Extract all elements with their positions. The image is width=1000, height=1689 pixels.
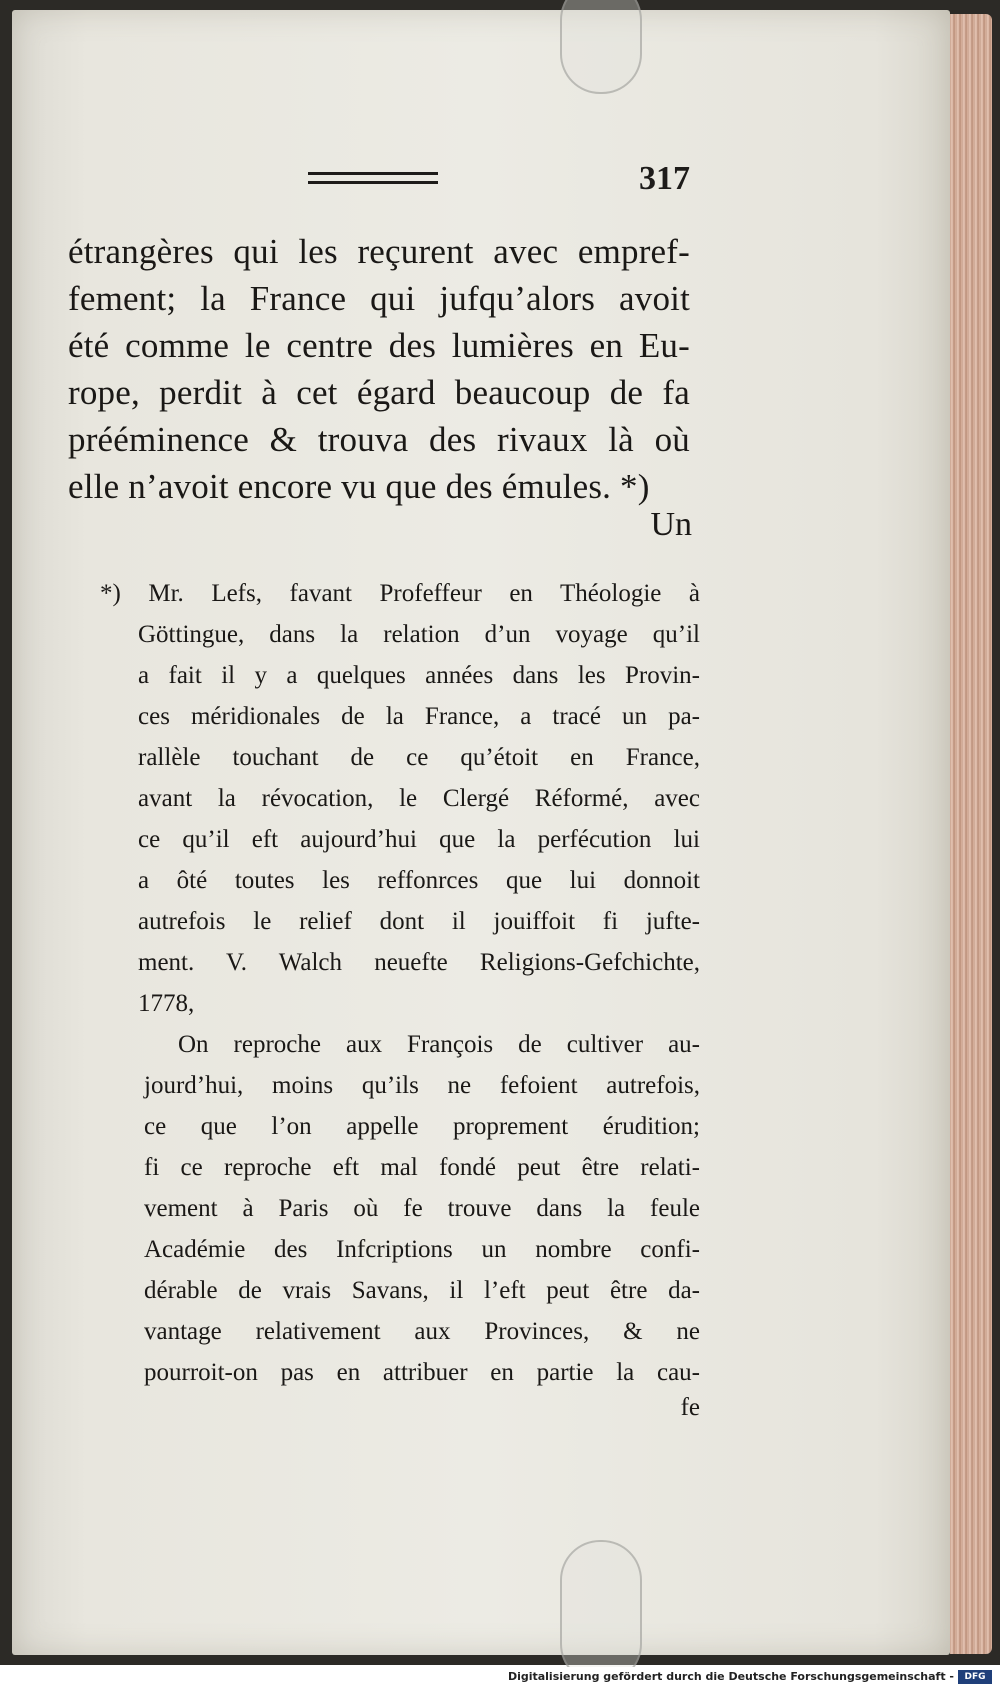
main-line: elle n’avoit encore vu que des émules. *)	[68, 467, 650, 506]
dfg-logo: DFG	[958, 1670, 992, 1684]
footnote-line: jourd’hui, moins qu’ils ne fefoient autrefois,	[144, 1072, 700, 1099]
header-rule	[308, 172, 438, 184]
main-line: fement; la France qui jufqu’alors avoit	[68, 279, 690, 318]
footnote-line: dérable de vrais Savans, il l’eft peut être da-	[144, 1277, 700, 1304]
footnote-line: 1778,	[138, 990, 195, 1017]
footnote-line: ment. V. Walch neuefte Religions-Gefchichte,	[138, 949, 700, 976]
footnote-line: a fait il y a quelques années dans les Provin-	[138, 662, 700, 689]
footnote-line: Göttingue, dans la relation d’un voyage qu’il	[138, 621, 700, 648]
footnote-line: vantage relativement aux Provinces, & ne	[144, 1318, 700, 1345]
page-catchword: Un	[650, 506, 692, 543]
footer-bar	[0, 1667, 1000, 1689]
footnote-line: vement à Paris où fe trouve dans la feule	[144, 1195, 700, 1222]
main-line: étrangères qui les reçurent avec empref-	[68, 232, 690, 271]
main-text	[68, 228, 690, 510]
main-line: rope, perdit à cet égard beaucoup de fa	[68, 373, 690, 412]
footnote-line: ce qu’il eft aujourd’hui que la perfécution lui	[138, 826, 700, 853]
page-number: 317	[639, 160, 690, 197]
footnote-line: rallèle touchant de ce qu’étoit en France,	[138, 744, 700, 771]
page-edges	[950, 14, 992, 1654]
main-line: été comme le centre des lumières en Eu-	[68, 326, 690, 365]
footnote	[100, 573, 700, 1393]
footer-credit: Digitalisierung gefördert durch die Deutsche Forschungsgemeinschaft -	[507, 1670, 954, 1683]
footnote-line: Académie des Infcriptions un nombre confi-	[144, 1236, 700, 1263]
footnote-catchword: fe	[680, 1394, 700, 1421]
footnote-line: autrefois le relief dont il jouiffoit fi jufte-	[138, 908, 700, 935]
book-clip-bottom	[560, 1540, 642, 1684]
book-clip-top	[560, 0, 642, 94]
footnote-line: fi ce reproche eft mal fondé peut être relati-	[144, 1154, 700, 1181]
footnote-line: avant la révocation, le Clergé Réformé, avec	[138, 785, 700, 812]
main-line: prééminence & trouva des rivaux là où	[68, 420, 690, 459]
footnote-line: On reproche aux François de cultiver au-	[178, 1031, 700, 1058]
footnote-line: ces méridionales de la France, a tracé un pa-	[138, 703, 700, 730]
footnote-line: a ôté toutes les reffonrces que lui donnoit	[138, 867, 700, 894]
footnote-line: ce que l’on appelle proprement érudition;	[144, 1113, 700, 1140]
footnote-line: *) Mr. Lefs, favant Profeffeur en Théologie à	[100, 580, 700, 607]
footnote-line: pourroit-on pas en attribuer en partie la cau-	[144, 1359, 700, 1386]
